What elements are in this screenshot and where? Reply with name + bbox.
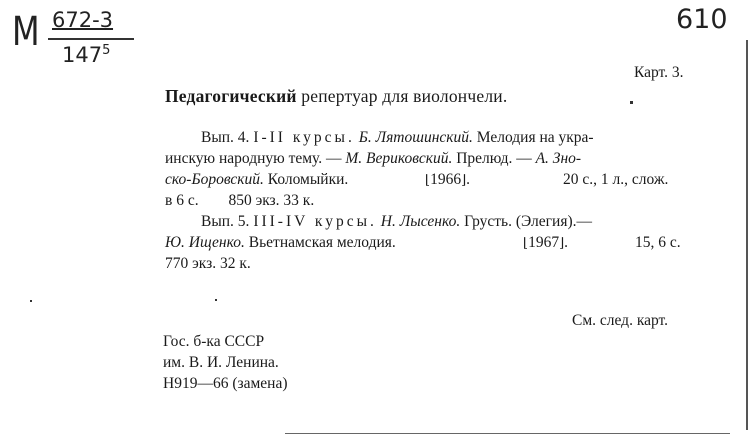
title-bold: Педагогический [165, 86, 297, 106]
call-number-top: 672-3 [52, 8, 114, 32]
see-next-card: См. след. карт. [572, 312, 669, 329]
call-number-bottom: $147^5$ [62, 43, 111, 67]
card-number: Карт. 3. [634, 64, 684, 81]
title-rest: репертуар для виолончели. [301, 86, 508, 106]
entry1-pages: 20 с., 1 л., слож. [563, 171, 669, 188]
library-line-2: им. В. И. Ленина. [163, 354, 279, 371]
speck [215, 299, 217, 301]
library-line-3: Н919—66 (замена) [163, 375, 288, 392]
entry1-year: ⌊1966⌋. [425, 171, 471, 188]
handwritten-number: 610 [676, 4, 728, 35]
scan-edge-bottom [285, 433, 730, 434]
speck [630, 101, 633, 104]
speck [30, 300, 32, 302]
entry2-year: ⌊1967⌋. [523, 234, 569, 251]
scan-edge-right [746, 40, 748, 430]
shelf-letter: М [12, 9, 40, 55]
entry-issue-4: Вып. 4. I-II курсы. Б. Лятошинский. Мелодия на укра- инскую народную тему. — М. Вериковский. Прелюд. — А. Зно- ско-Боровский. Коломыйки. в 6 с. 850 экз. 33 к. [165, 129, 594, 209]
entry2-pages: 15, 6 с. [635, 234, 681, 251]
library-line-1: Гос. б-ка СССР [163, 333, 265, 350]
call-number-divider [48, 38, 134, 40]
card-title [165, 86, 507, 107]
entry-issue-5: Вып. 5. III-IV курсы. Н. Лысенко. Грусть. (Элегия).— Ю. Ищенко. Вьетнамская мелодия. 770 экз. 32 к. [165, 213, 592, 272]
